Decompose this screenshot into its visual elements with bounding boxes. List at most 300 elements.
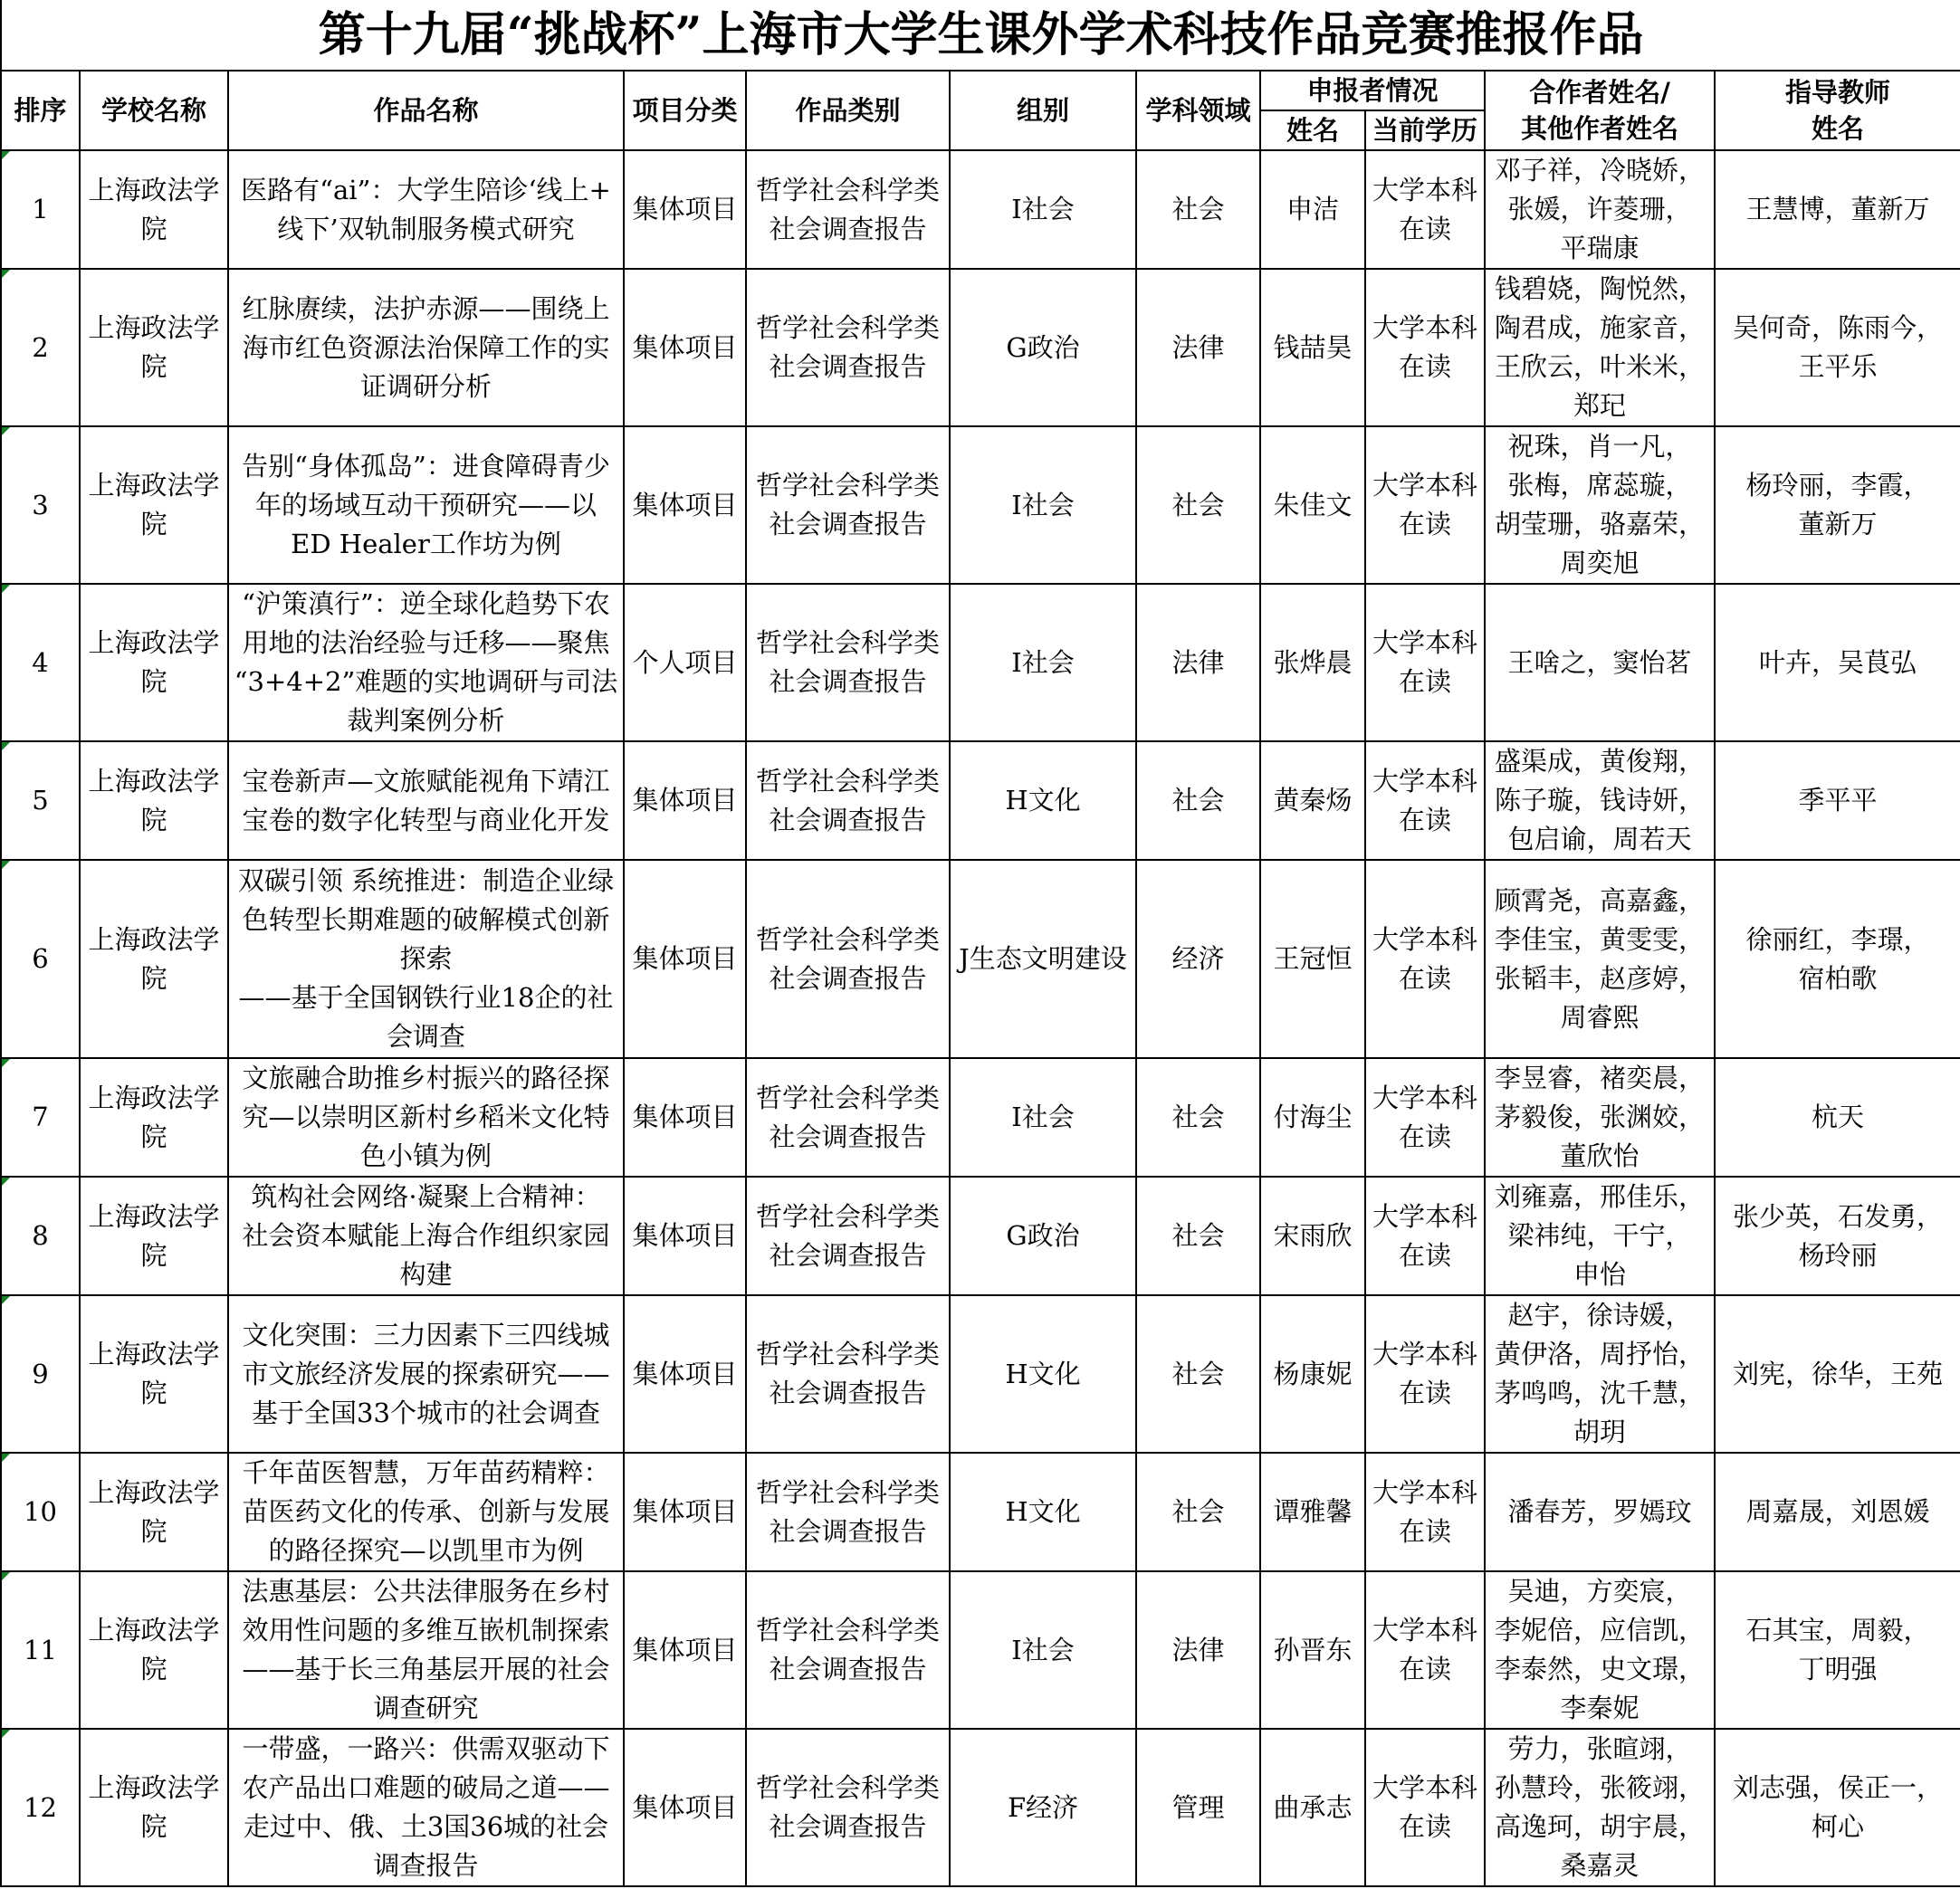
table-row (1, 860, 1960, 1058)
school-cell-text: 上海政法学 院 (88, 923, 220, 994)
work-title-cell-text: 红脉赓续，法护赤源——围绕上 海市红色资源法治保障工作的实 证调研分析 (242, 292, 610, 402)
group-cell[interactable] (950, 1571, 1136, 1729)
work-title-cell-text: 医路有“ai”：大学生陪诊‘线上+ 线下’双轨制服务模式研究 (241, 174, 611, 244)
advisors-cell-text: 石其宝，周毅， 丁明强 (1745, 1615, 1930, 1684)
applicant-name-cell[interactable] (1260, 1571, 1365, 1729)
work-category-cell[interactable] (746, 269, 950, 426)
field-cell[interactable] (1136, 1295, 1260, 1453)
rank-cell-text: 5 (32, 785, 49, 816)
header-applicant-name: 姓名 (1260, 110, 1365, 150)
project-type-cell-text: 集体项目 (632, 1791, 738, 1823)
work-category-cell-text: 哲学社会科学类 社会调查报告 (755, 765, 940, 835)
applicant-name-cell-text: 杨康妮 (1273, 1358, 1353, 1389)
field-cell[interactable] (1136, 1571, 1260, 1729)
table-body (1, 150, 1960, 1886)
group-cell-text: G政治 (1006, 1220, 1080, 1251)
work-title-cell-text: 告别“身体孤岛”：进食障碍青少 年的场域互动干预研究——以 ED Healer工作坊为例 (242, 450, 610, 559)
table-row (1, 1058, 1960, 1177)
cell-comment-indicator-icon (2, 585, 10, 593)
applicant-level-cell-text: 大学本科 在读 (1372, 312, 1477, 382)
page-title: 第十九届“挑战杯”上海市大学生课外学术科技作品竞赛推报作品 (1, 0, 1960, 71)
advisors-cell-text: 季平平 (1798, 785, 1878, 816)
group-cell[interactable] (950, 1177, 1136, 1295)
group-cell[interactable] (950, 1453, 1136, 1571)
rank-cell-text: 2 (32, 331, 49, 363)
project-type-cell[interactable] (624, 426, 746, 584)
coauthors-cell[interactable] (1485, 860, 1715, 1058)
school-cell-text: 上海政法学 院 (88, 627, 220, 697)
applicant-level-cell[interactable] (1365, 426, 1485, 584)
advisors-cell-text: 张少英，石发勇， 杨玲丽 (1733, 1200, 1944, 1271)
rank-cell-text: 9 (32, 1358, 49, 1389)
project-type-cell[interactable] (624, 1729, 746, 1886)
field-cell[interactable] (1136, 150, 1260, 269)
group-cell[interactable] (950, 269, 1136, 426)
work-category-cell-text: 哲学社会科学类 社会调查报告 (755, 1339, 940, 1408)
table-row (1, 269, 1960, 426)
applicant-level-cell-text: 大学本科 在读 (1372, 1772, 1477, 1842)
project-type-cell-text: 集体项目 (632, 1220, 738, 1251)
school-cell-text: 上海政法学 院 (88, 174, 220, 244)
rank-cell[interactable] (1, 584, 80, 741)
school-cell-text: 上海政法学 院 (88, 1772, 220, 1842)
header-school: 学校名称 (80, 71, 228, 150)
work-title-cell[interactable] (228, 1729, 624, 1886)
work-title-cell[interactable] (228, 1058, 624, 1177)
coauthors-cell-text: 祝珠，肖一凡， 张梅，席蕊璇， 胡莹珊，骆嘉荣， 周奕旭 (1494, 431, 1705, 578)
project-type-cell[interactable] (624, 1571, 746, 1729)
project-type-cell-text: 集体项目 (632, 785, 738, 816)
rank-cell[interactable] (1, 150, 80, 269)
applicant-name-cell-text: 孙晋东 (1273, 1634, 1353, 1665)
group-cell-text: I社会 (1011, 1102, 1075, 1132)
advisors-cell-text: 刘志强，侯正一， 柯心 (1733, 1772, 1944, 1842)
applicant-level-cell[interactable] (1365, 741, 1485, 860)
cell-comment-indicator-icon (2, 742, 10, 750)
applicant-level-cell[interactable] (1365, 1729, 1485, 1886)
coauthors-cell-text: 劳力，张暄翊， 孙慧玲，张筱翊， 高逸珂，胡宇晨， 桑嘉灵 (1494, 1733, 1705, 1881)
field-cell-text: 社会 (1171, 1102, 1225, 1132)
advisors-cell-text: 刘宪，徐华，王苑 (1733, 1358, 1944, 1389)
project-type-cell-text: 集体项目 (632, 1102, 738, 1132)
rank-cell[interactable] (1, 860, 80, 1058)
applicant-level-cell[interactable] (1365, 269, 1485, 426)
table-row (1, 584, 1960, 741)
advisors-cell[interactable] (1715, 1058, 1960, 1177)
work-title-cell[interactable] (228, 426, 624, 584)
coauthors-cell-text: 潘春芳，罗嫣玟 (1507, 1496, 1692, 1527)
school-cell-text: 上海政法学 院 (88, 1082, 220, 1152)
applicant-name-cell-text: 张烨晨 (1273, 646, 1353, 678)
work-category-cell[interactable] (746, 741, 950, 860)
applicant-name-cell[interactable] (1260, 150, 1365, 269)
work-title-cell[interactable] (228, 1571, 624, 1729)
coauthors-cell-text: 李昱睿，褚奕晨， 茅毅俊，张渊姣， 董欣怡 (1494, 1063, 1705, 1171)
project-type-cell[interactable] (624, 1453, 746, 1571)
group-cell[interactable] (950, 741, 1136, 860)
applicant-level-cell[interactable] (1365, 1571, 1485, 1729)
advisors-cell[interactable] (1715, 426, 1960, 584)
work-title-cell-text: “沪策滇行”：逆全球化趋势下农 用地的法治经验与迁移——聚焦 “3+4+2”难题的实地调研与司法 裁判案例分析 (234, 588, 618, 736)
work-title-cell[interactable] (228, 860, 624, 1058)
work-category-cell-text: 哲学社会科学类 社会调查报告 (755, 1082, 940, 1152)
project-type-cell[interactable] (624, 860, 746, 1058)
applicant-name-cell[interactable] (1260, 426, 1365, 584)
school-cell-text: 上海政法学 院 (88, 1476, 220, 1547)
work-title-cell[interactable] (228, 150, 624, 269)
coauthors-cell[interactable] (1485, 584, 1715, 741)
group-cell-text: J生态文明建设 (959, 943, 1127, 974)
work-category-cell[interactable] (746, 1058, 950, 1177)
field-cell-text: 经济 (1171, 943, 1225, 974)
group-cell[interactable] (950, 584, 1136, 741)
coauthors-cell-text: 顾霄尧，高嘉鑫， 李佳宝，黄雯雯， 张韬丰，赵彦婷， 周睿熙 (1494, 884, 1705, 1033)
applicant-name-cell-text: 黄秦炀 (1273, 785, 1353, 816)
advisors-cell-text: 叶卉，吴茛弘 (1759, 646, 1917, 678)
work-category-cell[interactable] (746, 1571, 950, 1729)
project-type-cell-text: 个人项目 (632, 646, 738, 678)
header-project-type: 项目分类 (624, 71, 746, 150)
rank-cell[interactable] (1, 1729, 80, 1886)
coauthors-cell[interactable] (1485, 269, 1715, 426)
group-cell[interactable] (950, 1295, 1136, 1453)
work-category-cell[interactable] (746, 1729, 950, 1886)
group-cell[interactable] (950, 426, 1136, 584)
coauthors-cell[interactable] (1485, 1729, 1715, 1886)
field-cell[interactable] (1136, 584, 1260, 741)
rank-cell-text: 3 (32, 489, 49, 520)
school-cell-text: 上海政法学 院 (88, 470, 220, 539)
advisors-cell[interactable] (1715, 269, 1960, 426)
cell-comment-indicator-icon (2, 270, 10, 278)
header-group: 组别 (950, 71, 1136, 150)
work-category-cell[interactable] (746, 584, 950, 741)
applicant-name-cell-text: 宋雨欣 (1273, 1220, 1353, 1251)
work-category-cell[interactable] (746, 1177, 950, 1295)
group-cell[interactable] (950, 1729, 1136, 1886)
field-cell-text: 社会 (1171, 194, 1225, 224)
school-cell[interactable] (80, 1058, 228, 1177)
rank-cell-text: 10 (24, 1496, 57, 1527)
rank-cell[interactable] (1, 1058, 80, 1177)
work-category-cell-text: 哲学社会科学类 社会调查报告 (755, 174, 940, 244)
applicant-level-cell-text: 大学本科 在读 (1372, 470, 1477, 539)
project-type-cell[interactable] (624, 1058, 746, 1177)
project-type-cell[interactable] (624, 150, 746, 269)
advisors-cell-text: 吴何奇，陈雨今， 王平乐 (1733, 312, 1944, 382)
work-category-cell[interactable] (746, 1453, 950, 1571)
advisors-cell[interactable] (1715, 1571, 1960, 1729)
header-advisors: 指导教师 姓名 (1715, 71, 1960, 150)
rank-cell[interactable] (1, 426, 80, 584)
field-cell-text: 社会 (1171, 1220, 1225, 1251)
rank-cell[interactable] (1, 1571, 80, 1729)
advisors-cell-text: 杭天 (1812, 1102, 1865, 1132)
applicant-level-cell-text: 大学本科 在读 (1372, 1082, 1477, 1152)
rank-cell-text: 11 (24, 1634, 57, 1665)
coauthors-cell-text: 赵宇，徐诗媛， 黄伊洛，周抒怡， 茅鸣鸣，沈千慧， 胡玥 (1494, 1300, 1705, 1447)
work-title-cell-text: 筑构社会网络·凝聚上合精神： 社会资本赋能上海合作组织家园 构建 (242, 1181, 610, 1290)
table-row (1, 1571, 1960, 1729)
work-title-cell-text: 文化突围：三力因素下三四线城 市文旅经济发展的探索研究—— 基于全国33个城市的社会调查 (242, 1319, 610, 1428)
advisors-cell[interactable] (1715, 860, 1960, 1058)
table-row (1, 150, 1960, 269)
project-type-cell-text: 集体项目 (632, 1358, 738, 1389)
advisors-cell[interactable] (1715, 584, 1960, 741)
table-row (1, 426, 1960, 584)
group-cell-text: I社会 (1011, 489, 1075, 520)
field-cell-text: 社会 (1171, 489, 1225, 520)
cell-comment-indicator-icon (2, 861, 10, 869)
applicant-level-cell-text: 大学本科 在读 (1372, 1615, 1477, 1684)
group-cell-text: H文化 (1005, 1496, 1081, 1527)
school-cell-text: 上海政法学 院 (88, 1339, 220, 1408)
coauthors-cell-text: 吴迪，方奕宸， 李妮倍，应信凯， 李泰然，史文璟， 李秦妮 (1494, 1576, 1705, 1723)
applicant-name-cell[interactable] (1260, 1295, 1365, 1453)
applicant-level-cell[interactable] (1365, 1295, 1485, 1453)
applicant-level-cell-text: 大学本科 在读 (1372, 765, 1477, 835)
work-title-cell-text: 宝卷新声—文旅赋能视角下靖江 宝卷的数字化转型与商业化开发 (242, 765, 610, 835)
school-cell-text: 上海政法学 院 (88, 1200, 220, 1271)
advisors-cell[interactable] (1715, 1295, 1960, 1453)
coauthors-cell-text: 盛渠成，黄俊翔， 陈子璇，钱诗妍， 包启谕，周若天 (1494, 746, 1705, 854)
project-type-cell[interactable] (624, 1177, 746, 1295)
work-category-cell[interactable] (746, 150, 950, 269)
cell-comment-indicator-icon (2, 1296, 10, 1304)
rank-cell-text: 4 (32, 646, 49, 678)
group-cell-text: G政治 (1006, 331, 1080, 363)
rank-cell-text: 6 (32, 943, 49, 974)
project-type-cell[interactable] (624, 584, 746, 741)
header-coauthors: 合作者姓名/ 其他作者姓名 (1485, 71, 1715, 150)
school-cell[interactable] (80, 1295, 228, 1453)
work-title-cell-text: 一带盛，一路兴：供需双驱动下 农产品出口难题的破局之道—— 走过中、俄、土3国36城的社会 调查报告 (242, 1733, 610, 1881)
field-cell[interactable] (1136, 741, 1260, 860)
header-applicant-level: 当前学历 (1365, 110, 1485, 150)
advisors-cell-text: 王慧博，董新万 (1745, 194, 1930, 224)
advisors-cell-text: 徐丽红，李璟， 宿柏歌 (1745, 923, 1930, 994)
coauthors-cell[interactable] (1485, 741, 1715, 860)
table-row (1, 741, 1960, 860)
school-cell[interactable] (80, 1177, 228, 1295)
applicant-name-cell[interactable] (1260, 741, 1365, 860)
coauthors-cell[interactable] (1485, 150, 1715, 269)
school-cell[interactable] (80, 584, 228, 741)
coauthors-cell[interactable] (1485, 1058, 1715, 1177)
group-cell[interactable] (950, 1058, 1136, 1177)
work-category-cell-text: 哲学社会科学类 社会调查报告 (755, 627, 940, 697)
group-cell-text: I社会 (1011, 194, 1075, 224)
applicant-level-cell-text: 大学本科 在读 (1372, 1200, 1477, 1271)
coauthors-cell[interactable] (1485, 426, 1715, 584)
coauthors-cell-text: 王啥之，窦怡茗 (1507, 646, 1692, 678)
coauthors-cell-text: 邓子祥，冷晓娇， 张媛，许菱珊， 平瑞康 (1494, 155, 1705, 263)
field-cell[interactable] (1136, 860, 1260, 1058)
advisors-cell-text: 杨玲丽，李霞， 董新万 (1745, 470, 1930, 539)
project-type-cell-text: 集体项目 (632, 1634, 738, 1665)
advisors-cell[interactable] (1715, 1177, 1960, 1295)
table-row (1, 1729, 1960, 1886)
school-cell[interactable] (80, 1453, 228, 1571)
work-title-cell[interactable] (228, 741, 624, 860)
rank-cell[interactable] (1, 1295, 80, 1453)
field-cell-text: 社会 (1171, 785, 1225, 816)
rank-cell[interactable] (1, 269, 80, 426)
header-field: 学科领域 (1136, 71, 1260, 150)
coauthors-cell[interactable] (1485, 1295, 1715, 1453)
applicant-name-cell[interactable] (1260, 860, 1365, 1058)
advisors-cell[interactable] (1715, 150, 1960, 269)
field-cell[interactable] (1136, 426, 1260, 584)
applicant-level-cell[interactable] (1365, 1177, 1485, 1295)
work-title-cell[interactable] (228, 1453, 624, 1571)
school-cell[interactable] (80, 426, 228, 584)
group-cell-text: F经济 (1007, 1791, 1079, 1823)
field-cell-text: 社会 (1171, 1358, 1225, 1389)
cell-comment-indicator-icon (2, 1178, 10, 1186)
school-cell[interactable] (80, 150, 228, 269)
field-cell-text: 法律 (1171, 646, 1225, 678)
applicant-level-cell-text: 大学本科 在读 (1372, 1339, 1477, 1408)
project-type-cell-text: 集体项目 (632, 194, 738, 224)
header-rank: 排序 (1, 71, 80, 150)
school-cell-text: 上海政法学 院 (88, 1615, 220, 1684)
header-applicant: 申报者情况 (1260, 71, 1485, 110)
advisors-cell-text: 周嘉晟，刘恩媛 (1745, 1496, 1930, 1527)
rank-cell-text: 7 (32, 1102, 49, 1132)
school-cell-text: 上海政法学 院 (88, 312, 220, 382)
work-category-cell-text: 哲学社会科学类 社会调查报告 (755, 312, 940, 382)
project-type-cell-text: 集体项目 (632, 1496, 738, 1527)
table-row (1, 1177, 1960, 1295)
applicant-name-cell[interactable] (1260, 584, 1365, 741)
school-cell-text: 上海政法学 院 (88, 765, 220, 835)
work-title-cell-text: 文旅融合助推乡村振兴的路径探 究—以崇明区新村乡稻米文化特 色小镇为例 (242, 1063, 610, 1171)
applicant-name-cell[interactable] (1260, 1058, 1365, 1177)
cell-comment-indicator-icon (2, 1059, 10, 1067)
project-type-cell-text: 集体项目 (632, 331, 738, 363)
table-row (1, 1453, 1960, 1571)
rank-cell[interactable] (1, 1177, 80, 1295)
project-type-cell-text: 集体项目 (632, 943, 738, 974)
project-type-cell[interactable] (624, 1295, 746, 1453)
header-work-category: 作品类别 (746, 71, 950, 150)
advisors-cell[interactable] (1715, 1453, 1960, 1571)
field-cell[interactable] (1136, 1729, 1260, 1886)
applicant-level-cell[interactable] (1365, 1453, 1485, 1571)
work-category-cell[interactable] (746, 426, 950, 584)
group-cell[interactable] (950, 150, 1136, 269)
field-cell[interactable] (1136, 1177, 1260, 1295)
applicant-level-cell-text: 大学本科 在读 (1372, 174, 1477, 244)
group-cell-text: H文化 (1005, 1358, 1081, 1389)
cell-comment-indicator-icon (2, 151, 10, 159)
field-cell-text: 管理 (1171, 1791, 1225, 1823)
group-cell-text: I社会 (1011, 646, 1075, 678)
field-cell[interactable] (1136, 269, 1260, 426)
school-cell[interactable] (80, 860, 228, 1058)
rank-cell[interactable] (1, 741, 80, 860)
field-cell-text: 法律 (1171, 331, 1225, 363)
advisors-cell[interactable] (1715, 741, 1960, 860)
applicant-name-cell-text: 王冠恒 (1273, 943, 1353, 974)
group-cell-text: H文化 (1005, 785, 1081, 816)
field-cell[interactable] (1136, 1058, 1260, 1177)
work-category-cell[interactable] (746, 860, 950, 1058)
project-type-cell-text: 集体项目 (632, 489, 738, 520)
work-title-cell[interactable] (228, 584, 624, 741)
applicant-name-cell-text: 曲承志 (1273, 1791, 1353, 1823)
applicant-name-cell-text: 申洁 (1286, 194, 1339, 224)
applicant-name-cell-text: 钱喆昊 (1273, 331, 1353, 363)
work-title-cell-text: 千年苗医智慧，万年苗药精粹： 苗医药文化的传承、创新与发展 的路径探究—以凯里市为例 (242, 1457, 610, 1566)
work-category-cell-text: 哲学社会科学类 社会调查报告 (755, 1200, 940, 1271)
coauthors-cell-text: 钱碧娆，陶悦然， 陶君成，施家音， 王欣云，叶米米， 郑玘 (1494, 273, 1705, 421)
applicant-name-cell-text: 谭雅馨 (1273, 1496, 1353, 1527)
applicant-level-cell[interactable] (1365, 150, 1485, 269)
rank-cell[interactable] (1, 1453, 80, 1571)
coauthors-cell[interactable] (1485, 1571, 1715, 1729)
applicant-name-cell[interactable] (1260, 269, 1365, 426)
work-title-cell-text: 法惠基层：公共法律服务在乡村 效用性问题的多维互嵌机制探索 ——基于长三角基层开展的社会 调查研究 (242, 1576, 610, 1723)
school-cell[interactable] (80, 1571, 228, 1729)
work-title-cell[interactable] (228, 269, 624, 426)
applicant-name-cell[interactable] (1260, 1729, 1365, 1886)
project-type-cell[interactable] (624, 269, 746, 426)
coauthors-cell-text: 刘雍嘉，邢佳乐， 梁祎纯，干宁， 申怡 (1494, 1181, 1705, 1290)
work-title-cell[interactable] (228, 1295, 624, 1453)
applicant-level-cell[interactable] (1365, 860, 1485, 1058)
header-work: 作品名称 (228, 71, 624, 150)
work-category-cell-text: 哲学社会科学类 社会调查报告 (755, 1476, 940, 1547)
cell-comment-indicator-icon (2, 427, 10, 435)
advisors-cell[interactable] (1715, 1729, 1960, 1886)
cell-comment-indicator-icon (2, 1730, 10, 1738)
field-cell[interactable] (1136, 1453, 1260, 1571)
group-cell[interactable] (950, 860, 1136, 1058)
table-row (1, 1295, 1960, 1453)
work-category-cell[interactable] (746, 1295, 950, 1453)
work-category-cell-text: 哲学社会科学类 社会调查报告 (755, 470, 940, 539)
work-category-cell-text: 哲学社会科学类 社会调查报告 (755, 923, 940, 994)
applicant-name-cell-text: 朱佳文 (1273, 489, 1353, 520)
school-cell[interactable] (80, 741, 228, 860)
applicant-name-cell[interactable] (1260, 1453, 1365, 1571)
field-cell-text: 法律 (1171, 1634, 1225, 1665)
applicant-level-cell-text: 大学本科 在读 (1372, 923, 1477, 994)
work-category-cell-text: 哲学社会科学类 社会调查报告 (755, 1615, 940, 1684)
applicant-name-cell[interactable] (1260, 1177, 1365, 1295)
cell-comment-indicator-icon (2, 1572, 10, 1580)
school-cell[interactable] (80, 269, 228, 426)
group-cell-text: I社会 (1011, 1634, 1075, 1665)
field-cell-text: 社会 (1171, 1496, 1225, 1527)
work-category-cell-text: 哲学社会科学类 社会调查报告 (755, 1772, 940, 1842)
applicant-level-cell[interactable] (1365, 1058, 1485, 1177)
rank-cell-text: 8 (32, 1220, 49, 1251)
rank-cell-text: 1 (32, 194, 49, 224)
project-type-cell[interactable] (624, 741, 746, 860)
work-title-cell[interactable] (228, 1177, 624, 1295)
applicant-level-cell[interactable] (1365, 584, 1485, 741)
applicant-name-cell-text: 付海尘 (1273, 1102, 1353, 1132)
applicant-level-cell-text: 大学本科 在读 (1372, 627, 1477, 697)
school-cell[interactable] (80, 1729, 228, 1886)
cell-comment-indicator-icon (2, 1454, 10, 1462)
work-title-cell-text: 双碳引领 系统推进：制造企业绿 色转型长期难题的破解模式创新 探索 ——基于全国钢铁行业18企的社 会调查 (237, 865, 615, 1052)
coauthors-cell[interactable] (1485, 1453, 1715, 1571)
coauthors-cell[interactable] (1485, 1177, 1715, 1295)
